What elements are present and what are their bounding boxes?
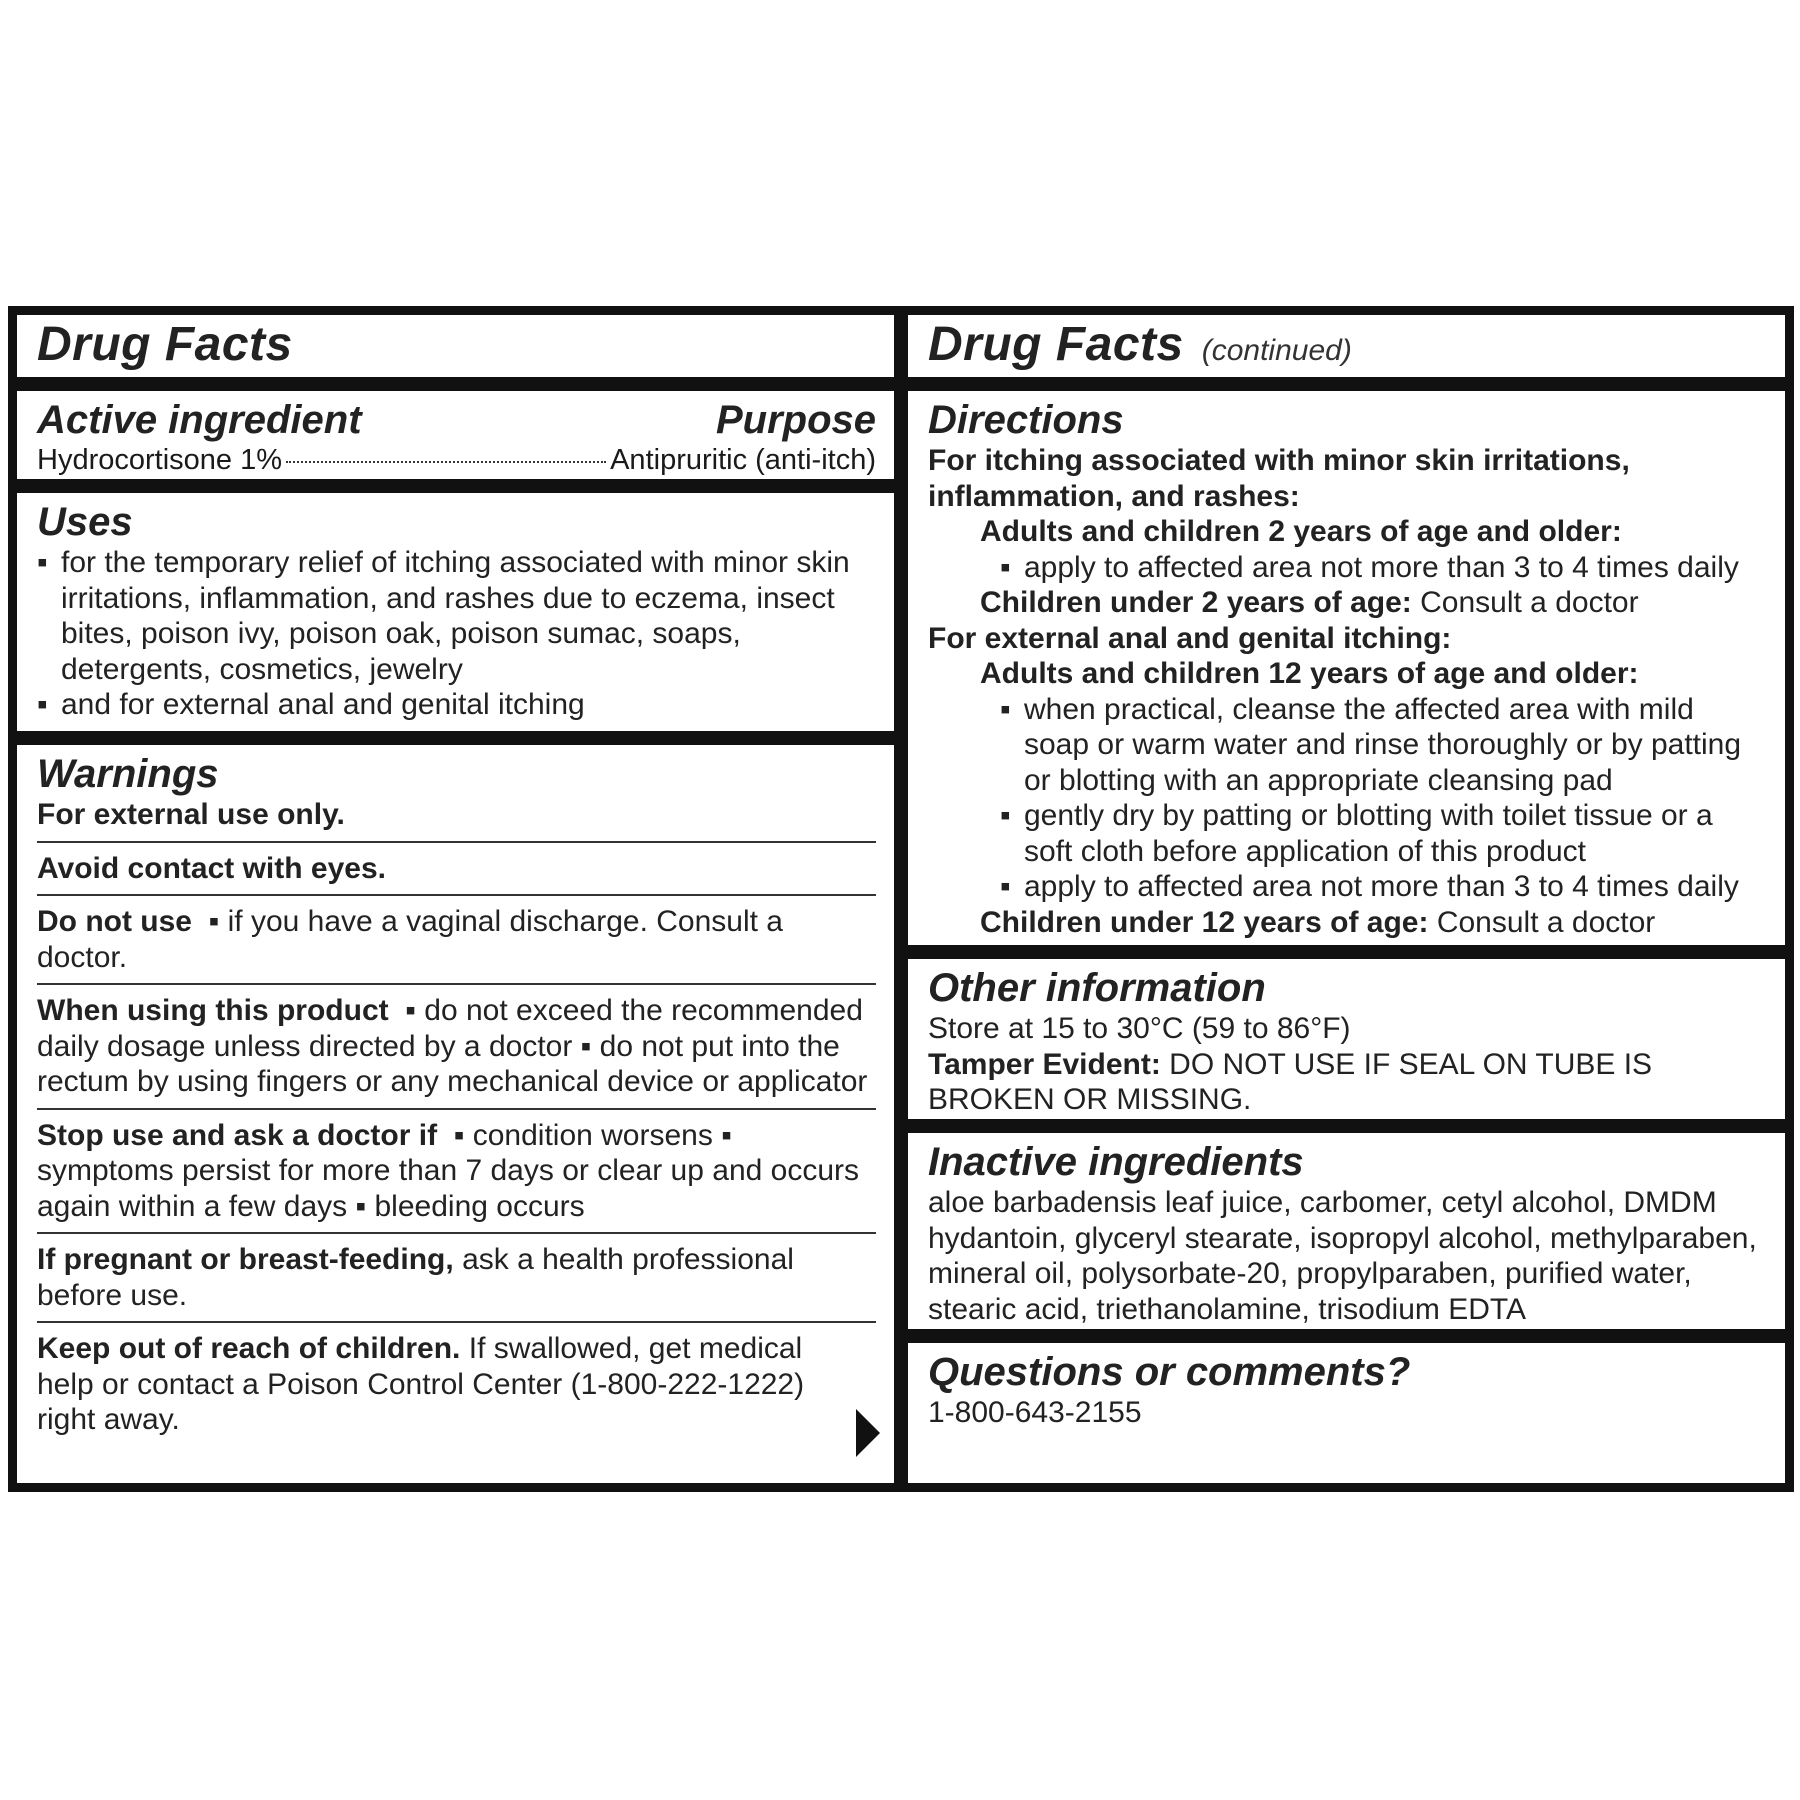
pregnant-text: ask a health professional before use.	[37, 1243, 794, 1312]
leader-dots	[286, 461, 606, 463]
adults-2-item: ▪ apply to affected area not more than 3 to 4 times daily	[1000, 550, 1767, 586]
storage-text: Store at 15 to 30°C (59 to 86°F)	[928, 1012, 1351, 1045]
other-information-panel	[905, 956, 1788, 1122]
keep-out-label: Keep out of reach of children.	[37, 1332, 461, 1365]
do-not-use-section: Do not use ▪ if you have a vaginal discharge. Consult a doctor.	[37, 894, 876, 975]
keep-out-text: If swallowed, get medical help or contact a Poison Control Center (1-800-222-1222) right away.	[37, 1332, 805, 1436]
adults-12-item: ▪ apply to affected area not more than 3 to 4 times daily	[1000, 869, 1767, 905]
tamper-evident-line	[928, 1047, 1767, 1118]
questions-heading: Questions or comments?	[928, 1350, 1411, 1394]
when-using-label: When using this product	[37, 994, 389, 1027]
under-2-label: Children under 2 years of age:	[980, 586, 1412, 619]
drug-facts-title-continued: Drug Facts	[928, 318, 1184, 371]
other-information-heading: Other information	[928, 966, 1266, 1010]
right-column	[905, 312, 1788, 1486]
uses-item: ▪ for the temporary relief of itching associated with minor skin irritations, inflammation, and rashes due to eczema, insect bites, poison ivy, poison oak, poison sumac, soaps, detergents, cosmetics, jewelry	[37, 545, 876, 687]
left-column	[14, 312, 897, 1486]
directions-heading: Directions	[928, 398, 1124, 442]
stop-use-item: symptoms persist for more than 7 days or clear up and occurs again within a few days	[37, 1154, 860, 1223]
under-12-line	[928, 905, 1767, 941]
active-ingredient-heading: Active ingredient	[37, 398, 362, 442]
under-12-label: Children under 12 years of age:	[980, 905, 1429, 939]
active-ingredient-line	[37, 443, 876, 477]
stop-use-label: Stop use and ask a doctor if	[37, 1118, 438, 1152]
warnings-heading: Warnings	[37, 752, 219, 796]
adults-2-label: Adults and children 2 years of age and older:	[980, 515, 1622, 548]
stop-use-item: condition worsens	[472, 1118, 713, 1152]
do-not-use-text: if you have a vaginal discharge. Consult a doctor.	[37, 905, 783, 974]
keep-out-section	[37, 1321, 876, 1438]
when-using-item: do not put into the rectum by using fingers or any mechanical device or applicator	[37, 1029, 868, 1098]
adults-12-item: ▪ gently dry by patting or blotting with toilet tissue or a soft cloth before application of this product	[1000, 798, 1767, 869]
uses-item: ▪ and for external anal and genital itching	[37, 687, 876, 723]
do-not-use-label: Do not use	[37, 905, 192, 938]
inactive-ingredients-text: aloe barbadensis leaf juice, carbomer, cetyl alcohol, DMDM hydantoin, glyceryl stearate, isopropyl alcohol, methylparaben, mineral oil, polysorbate-20, propylparaben, purified water, stearic acid, triethanolamine, trisodium EDTA	[928, 1186, 1757, 1326]
adults-12-label: Adults and children 12 years of age and older:	[980, 657, 1639, 690]
under-2-text: Consult a doctor	[1420, 586, 1639, 619]
under-2-line	[928, 585, 1767, 621]
active-ingredient-name: Hydrocortisone 1%	[37, 444, 282, 476]
adults-12-item: ▪ when practical, cleanse the affected area with mild soap or warm water and rinse thoroughly or by patting or blotting with an appropriate cleansing pad	[1000, 692, 1767, 799]
when-using-section: When using this product ▪ do not exceed the recommended daily dosage unless directed by a doctor ▪ do not put into the rectum by using fingers or any mechanical device or applicator	[37, 983, 876, 1100]
directions-panel	[905, 388, 1788, 948]
stop-use-section: Stop use and ask a doctor if ▪ condition worsens ▪ symptoms persist for more than 7 days or clear up and occurs again within a few days ▪ bleeding occurs	[37, 1108, 876, 1225]
when-using-item: do not exceed the recommended daily dosage unless directed by a doctor	[37, 994, 863, 1063]
external-use-warning: For external use only.	[37, 798, 345, 831]
anal-itching-intro: For external anal and genital itching:	[928, 621, 1452, 655]
continue-arrow-icon	[856, 1409, 880, 1457]
pregnant-section	[37, 1232, 876, 1313]
drug-facts-header	[14, 312, 897, 380]
questions-phone: 1-800-643-2155	[928, 1396, 1142, 1429]
tamper-evident-text: DO NOT USE IF SEAL ON TUBE IS BROKEN OR MISSING.	[928, 1047, 1653, 1116]
active-ingredient-panel	[14, 388, 897, 482]
drug-facts-header-continued	[905, 312, 1788, 380]
uses-heading: Uses	[37, 500, 133, 544]
stop-use-item: bleeding occurs	[374, 1189, 585, 1223]
avoid-eyes-warning: Avoid contact with eyes.	[37, 841, 876, 887]
purpose-heading: Purpose	[715, 398, 876, 442]
questions-panel	[905, 1340, 1788, 1486]
warnings-panel	[14, 742, 897, 1486]
drug-facts-label	[8, 306, 1794, 1492]
uses-panel	[14, 490, 897, 734]
active-ingredient-header-row	[37, 397, 876, 443]
active-ingredient-purpose: Antipruritic (anti-itch)	[610, 444, 876, 476]
under-12-text: Consult a doctor	[1436, 905, 1656, 939]
inactive-ingredients-heading: Inactive ingredients	[928, 1140, 1304, 1184]
pregnant-label: If pregnant or breast-feeding,	[37, 1243, 454, 1276]
itching-intro: For itching associated with minor skin irritations, inflammation, and rashes:	[928, 444, 1630, 513]
continued-note: (continued)	[1201, 334, 1352, 367]
inactive-ingredients-panel	[905, 1130, 1788, 1332]
tamper-evident-label: Tamper Evident:	[928, 1047, 1161, 1081]
drug-facts-title: Drug Facts	[37, 318, 293, 371]
